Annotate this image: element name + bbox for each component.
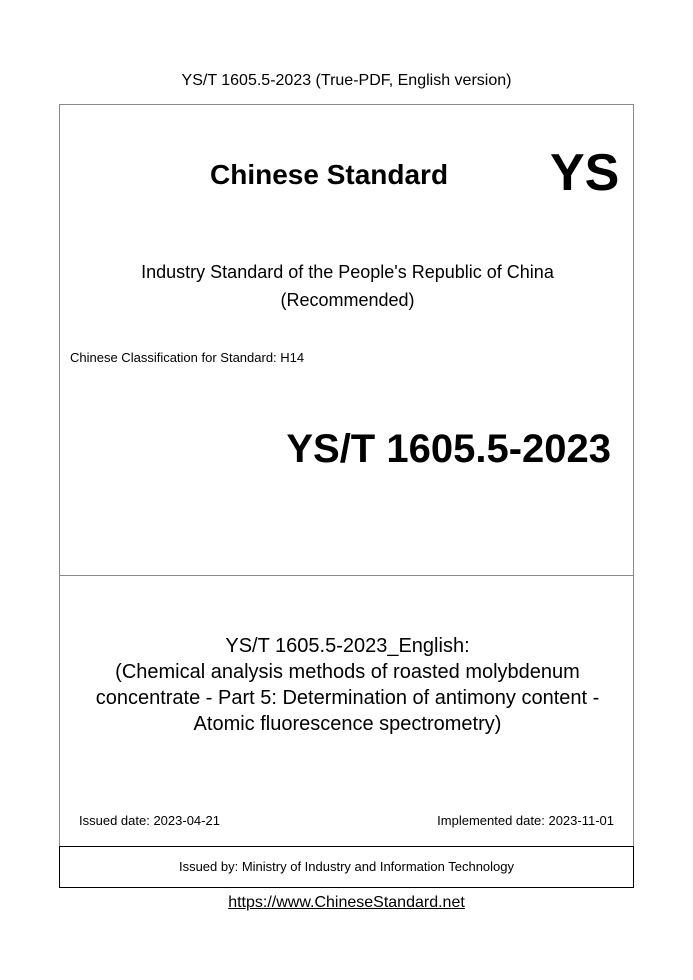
page-header: YS/T 1605.5-2023 (True-PDF, English version) [181,72,512,89]
cover-title: Chinese Standard [210,159,449,190]
cover-frame [59,104,634,847]
issued-date: Issued date: 2023-04-21 [79,813,220,828]
section-divider [60,575,633,576]
classification-text: Chinese Classification for Standard: H14 [70,350,305,365]
document-title [60,633,635,737]
document-title-line: (Chemical analysis methods of roasted molybdenum [115,661,580,683]
issuer-box: Issued by: Ministry of Industry and Information Technology [59,846,634,888]
industry-standard-line: Industry Standard of the People's Republic of China [141,262,554,282]
recommended-label: (Recommended) [280,290,415,310]
implemented-date: Implemented date: 2023-11-01 [437,813,614,828]
standard-number: YS/T 1605.5-2023 [286,427,611,471]
document-title-line: Atomic fluorescence spectrometry) [193,713,502,735]
document-title-line: YS/T 1605.5-2023_English: [225,635,470,657]
standard-code-mark: YS [550,144,620,202]
document-title-line: concentrate - Part 5: Determination of antimony content - [95,687,600,709]
footer [0,893,693,913]
website-link[interactable]: https://www.ChineseStandard.net [228,894,465,911]
